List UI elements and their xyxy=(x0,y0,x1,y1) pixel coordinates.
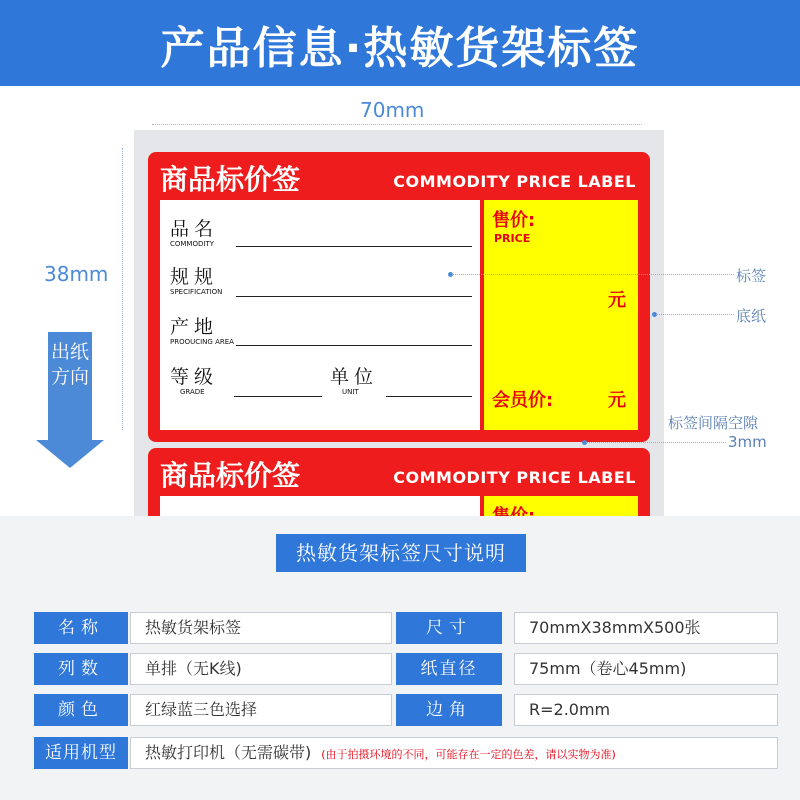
price-label-cn: 售价: xyxy=(492,210,536,231)
field-commodity xyxy=(170,214,218,248)
field-grade-en: GRADE xyxy=(180,388,205,396)
field-commodity-en: COMMODITY xyxy=(170,240,214,248)
spec-key-size: 尺寸 xyxy=(396,612,502,644)
price-panel xyxy=(484,200,638,430)
price-label-en: PRICE xyxy=(494,232,531,245)
field-producing-area xyxy=(170,312,234,346)
spec-key-corner: 边角 xyxy=(396,694,502,726)
height-dimension: 38mm xyxy=(44,262,109,286)
spec-value-columns: 单排（无K线) xyxy=(130,653,392,685)
label-title-cn: 商品标价签 xyxy=(160,163,301,196)
gap-callout-value: 3mm xyxy=(728,433,767,451)
field-unit-cn: 单位 xyxy=(330,366,379,388)
member-price-label: 会员价: xyxy=(492,390,554,411)
field-line xyxy=(236,296,472,297)
info-panel xyxy=(160,200,480,430)
spec-key-color: 颜色 xyxy=(34,694,128,726)
backing-callout-text: 底纸 xyxy=(736,307,767,325)
header-banner xyxy=(0,0,800,86)
gap-callout-line xyxy=(586,442,726,443)
field-commodity-cn: 品名 xyxy=(170,218,219,240)
arrow-down-icon xyxy=(36,440,104,468)
field-unit-en: UNIT xyxy=(342,388,359,396)
member-price-yuan: 元 xyxy=(608,390,626,411)
spec-title: 热敏货架标签尺寸说明 xyxy=(276,534,526,572)
field-specification xyxy=(170,262,222,296)
spec-key-name: 名称 xyxy=(34,612,128,644)
width-dimension: 70mm xyxy=(360,98,425,122)
field-producing-area-en: PROOUCING AREA xyxy=(170,338,234,346)
height-dimension-line xyxy=(122,148,123,430)
field-line xyxy=(386,396,472,397)
spec-key-printer: 适用机型 xyxy=(34,737,128,769)
spec-key-diameter: 纸直径 xyxy=(396,653,502,685)
spec-value-corner: R=2.0mm xyxy=(514,694,778,726)
spec-value-size: 70mmX38mmX500张 xyxy=(514,612,778,644)
field-grade xyxy=(170,362,218,396)
label-title-en: COMMODITY PRICE LABEL xyxy=(393,172,636,191)
field-specification-en: SPECIFICATION xyxy=(170,288,223,296)
label-title-cn: 商品标价签 xyxy=(160,459,301,492)
field-line xyxy=(234,396,322,397)
spec-value-name: 热敏货架标签 xyxy=(130,612,392,644)
spec-value-printer-text: 热敏打印机（无需碳带) xyxy=(145,743,312,762)
width-dimension-line xyxy=(152,124,642,125)
feed-direction-text: 出纸方向 xyxy=(50,341,89,388)
page-title: 产品信息·热敏货架标签 xyxy=(160,23,640,74)
color-disclaimer: (由于拍摄环境的不同，可能存在一定的色差，请以实物为准) xyxy=(321,748,616,761)
spec-value-color: 红绿蓝三色选择 xyxy=(130,694,392,726)
spec-key-columns: 列数 xyxy=(34,653,128,685)
field-line xyxy=(236,246,472,247)
label-diagram xyxy=(0,86,800,516)
spec-value-printer xyxy=(130,737,778,769)
field-specification-cn: 规规 xyxy=(170,266,219,288)
gap-callout-title: 标签间隔空隙 xyxy=(668,414,759,432)
field-unit xyxy=(330,362,378,396)
field-grade-cn: 等级 xyxy=(170,366,219,388)
price-label xyxy=(148,152,650,442)
field-producing-area-cn: 产地 xyxy=(170,316,219,338)
backing-callout-line xyxy=(656,314,734,315)
label-callout-line xyxy=(452,274,734,275)
spec-value-diameter: 75mm（卷心45mm) xyxy=(514,653,778,685)
label-title-en: COMMODITY PRICE LABEL xyxy=(393,468,636,487)
field-line xyxy=(236,345,472,346)
label-callout-text: 标签 xyxy=(736,267,767,285)
price-yuan: 元 xyxy=(608,290,626,311)
